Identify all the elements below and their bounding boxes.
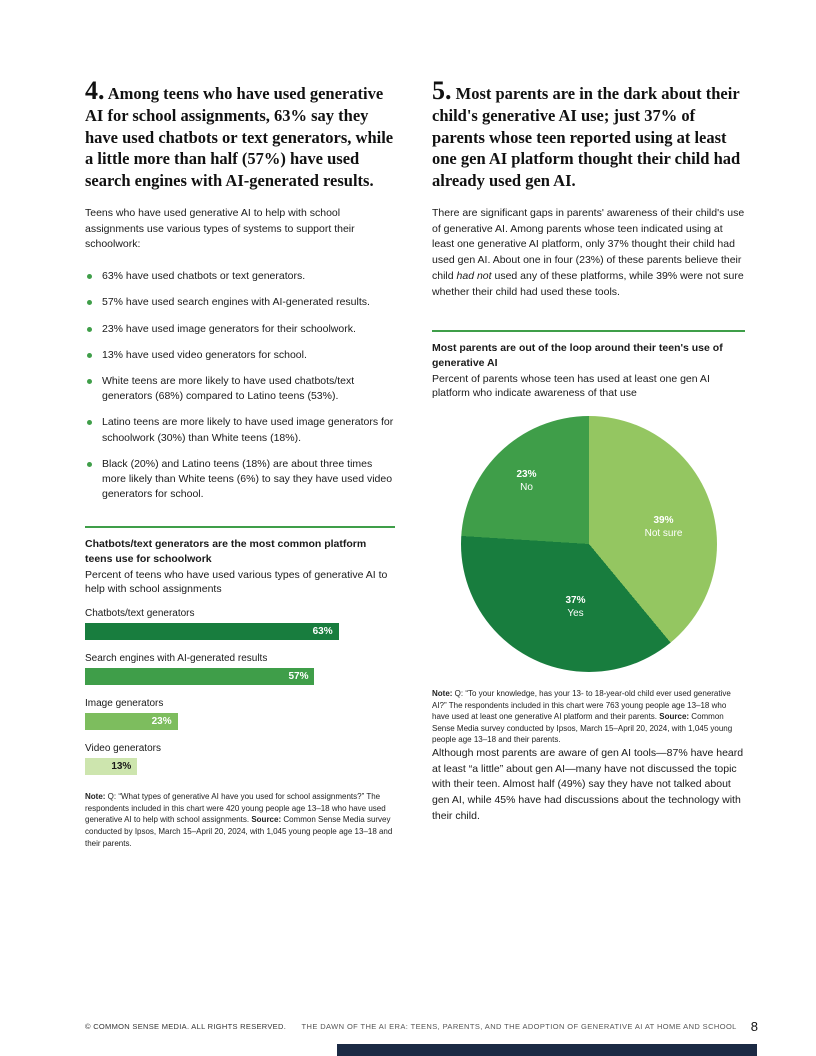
section-5-heading: [432, 78, 745, 192]
paragraph-part: There are significant gaps in parents' awareness of their child's use of generative AI. Among parents whose teen indicated using at least one generative AI platform, only 37% thought their child had used gen AI. About one in four (23%) of these parents believe their child: [432, 206, 745, 282]
pie-chart-area: [432, 416, 745, 672]
note-text: Q: “To your knowledge, has your 13- to 18-year-old child ever used generative AI?” The respondents included in this chart were 763 young people age 13–18 who have used at least one generative AI platform and their parents.: [432, 689, 731, 722]
pie-label-not-sure: [629, 514, 699, 540]
bar-value-label: 63%: [312, 626, 333, 638]
bullet-item: 57% have used search engines with AI-generated results.: [85, 295, 395, 310]
pie-value: 23%: [516, 469, 537, 481]
note-label: Note:: [85, 792, 106, 802]
pie-label-no: [497, 468, 557, 494]
bullet-item: White teens are more likely to have used chatbots/text generators (68%) compared to Latino teens (53%).: [85, 374, 395, 404]
pie-chart: [461, 416, 717, 672]
bar-video-generators: [85, 758, 137, 775]
section-4-heading-text: Among teens who have used generative AI for school assignments, 63% say they have used chatbots or text generators, while a little more than half (57%) have used search engines with AI-generated results.: [85, 84, 394, 191]
footer-copyright: © COMMON SENSE MEDIA. ALL RIGHTS RESERVED.: [85, 1022, 287, 1031]
pie-chart-note: [432, 688, 745, 746]
page-footer: [85, 1019, 758, 1034]
source-text: Common Sense Media survey conducted by Ipsos, March 15–April 20, 2024, with 1,045 young people age 13–18 and their parents.: [85, 815, 393, 848]
bar-row: [85, 608, 395, 640]
bar-value-label: 23%: [151, 716, 172, 728]
paragraph-part: used any of these platforms, while 39% were not sure whether their child had used these tools.: [432, 269, 744, 298]
section-4-bullet-list: [85, 269, 395, 502]
section-5-closing: Although most parents are aware of gen AI tools—87% have heard at least “a little” about gen AI—many have not discussed the topic with their teen. Almost half (49%) say they have not talked about gen AI, while 45% have had discussions about the technology with their child.: [432, 746, 744, 822]
bullet-item: 13% have used video generators for school.: [85, 348, 395, 363]
bar-value-label: 57%: [288, 671, 309, 683]
bullet-item: Latino teens are more likely to have used image generators for schoolwork (30%) than White teens (18%).: [85, 415, 395, 445]
bar-chart-section: [85, 526, 395, 849]
section-4-heading: [85, 78, 395, 192]
section-4: [85, 78, 395, 849]
section-5-paragraph: [432, 206, 745, 301]
bar-search-engines: [85, 668, 314, 685]
bar-row: [85, 698, 395, 730]
bar-row: [85, 653, 395, 685]
footer-accent-bar: [337, 1044, 757, 1056]
source-text: Common Sense Media survey conducted by Ipsos, March 15–April 20, 2024, with 1,045 young people age 13–18 and their parents.: [432, 712, 733, 745]
section-4-intro: Teens who have used generative AI to help with school assignments use various types of systems to support their schoolwork:: [85, 206, 355, 251]
bullet-item: 63% have used chatbots or text generators.: [85, 269, 395, 284]
section-5-heading-text: Most parents are in the dark about their child's generative AI use; just 37% of parents whose teen reported using at least one gen AI platform thought their child had already used gen AI.: [432, 84, 741, 191]
footer-report-title: THE DAWN OF THE AI ERA: TEENS, PARENTS, AND THE ADOPTION OF GENERATIVE AI AT HOME AND SCHOOL: [301, 1022, 737, 1031]
bar-image-generators: [85, 713, 178, 730]
bar-chart-note: [85, 791, 395, 849]
note-text: Q: “What types of generative AI have you used for school assignments?” The respondents included in this chart were 420 young people age 13–18 who have used generative AI to help with school assignments.: [85, 792, 386, 825]
bar-chart-title: Chatbots/text generators are the most common platform teens use for schoolwork: [85, 538, 367, 565]
pie-value: 37%: [565, 595, 586, 607]
page-number: 8: [750, 1019, 758, 1034]
pie-value: 39%: [653, 515, 674, 527]
pie-chart-section: [432, 330, 745, 746]
bar-label: Video generators: [85, 743, 161, 755]
source-label: Source:: [251, 815, 282, 825]
pie-category: No: [520, 482, 533, 494]
bar-row: [85, 743, 395, 775]
source-label: Source:: [659, 712, 690, 722]
bar-chatbots: [85, 623, 339, 640]
pie-chart-subtitle: Percent of parents whose teen has used at least one gen AI platform who indicate awareness of that use: [432, 372, 710, 399]
pie-category: Not sure: [644, 528, 683, 540]
pie-label-yes: [541, 594, 611, 620]
pie-chart-title: Most parents are out of the loop around their teen's use of generative AI: [432, 342, 723, 369]
note-label: Note:: [432, 689, 453, 699]
section-5: [432, 78, 745, 849]
bar-chart-subtitle: Percent of teens who have used various types of generative AI to help with school assignments: [85, 568, 388, 595]
bar-label: Image generators: [85, 698, 164, 710]
bar-label: Chatbots/text generators: [85, 608, 195, 620]
bullet-item: 23% have used image generators for their schoolwork.: [85, 322, 395, 337]
bar-label: Search engines with AI-generated results: [85, 653, 268, 665]
bullet-item: Black (20%) and Latino teens (18%) are about three times more likely than White teens (6%) to say they have used video generators for school.: [85, 457, 395, 503]
paragraph-italic: had not: [456, 269, 492, 282]
section-4-number: 4.: [85, 76, 105, 105]
section-5-number: 5.: [432, 76, 452, 105]
bar-value-label: 13%: [111, 761, 132, 773]
pie-category: Yes: [567, 608, 584, 620]
